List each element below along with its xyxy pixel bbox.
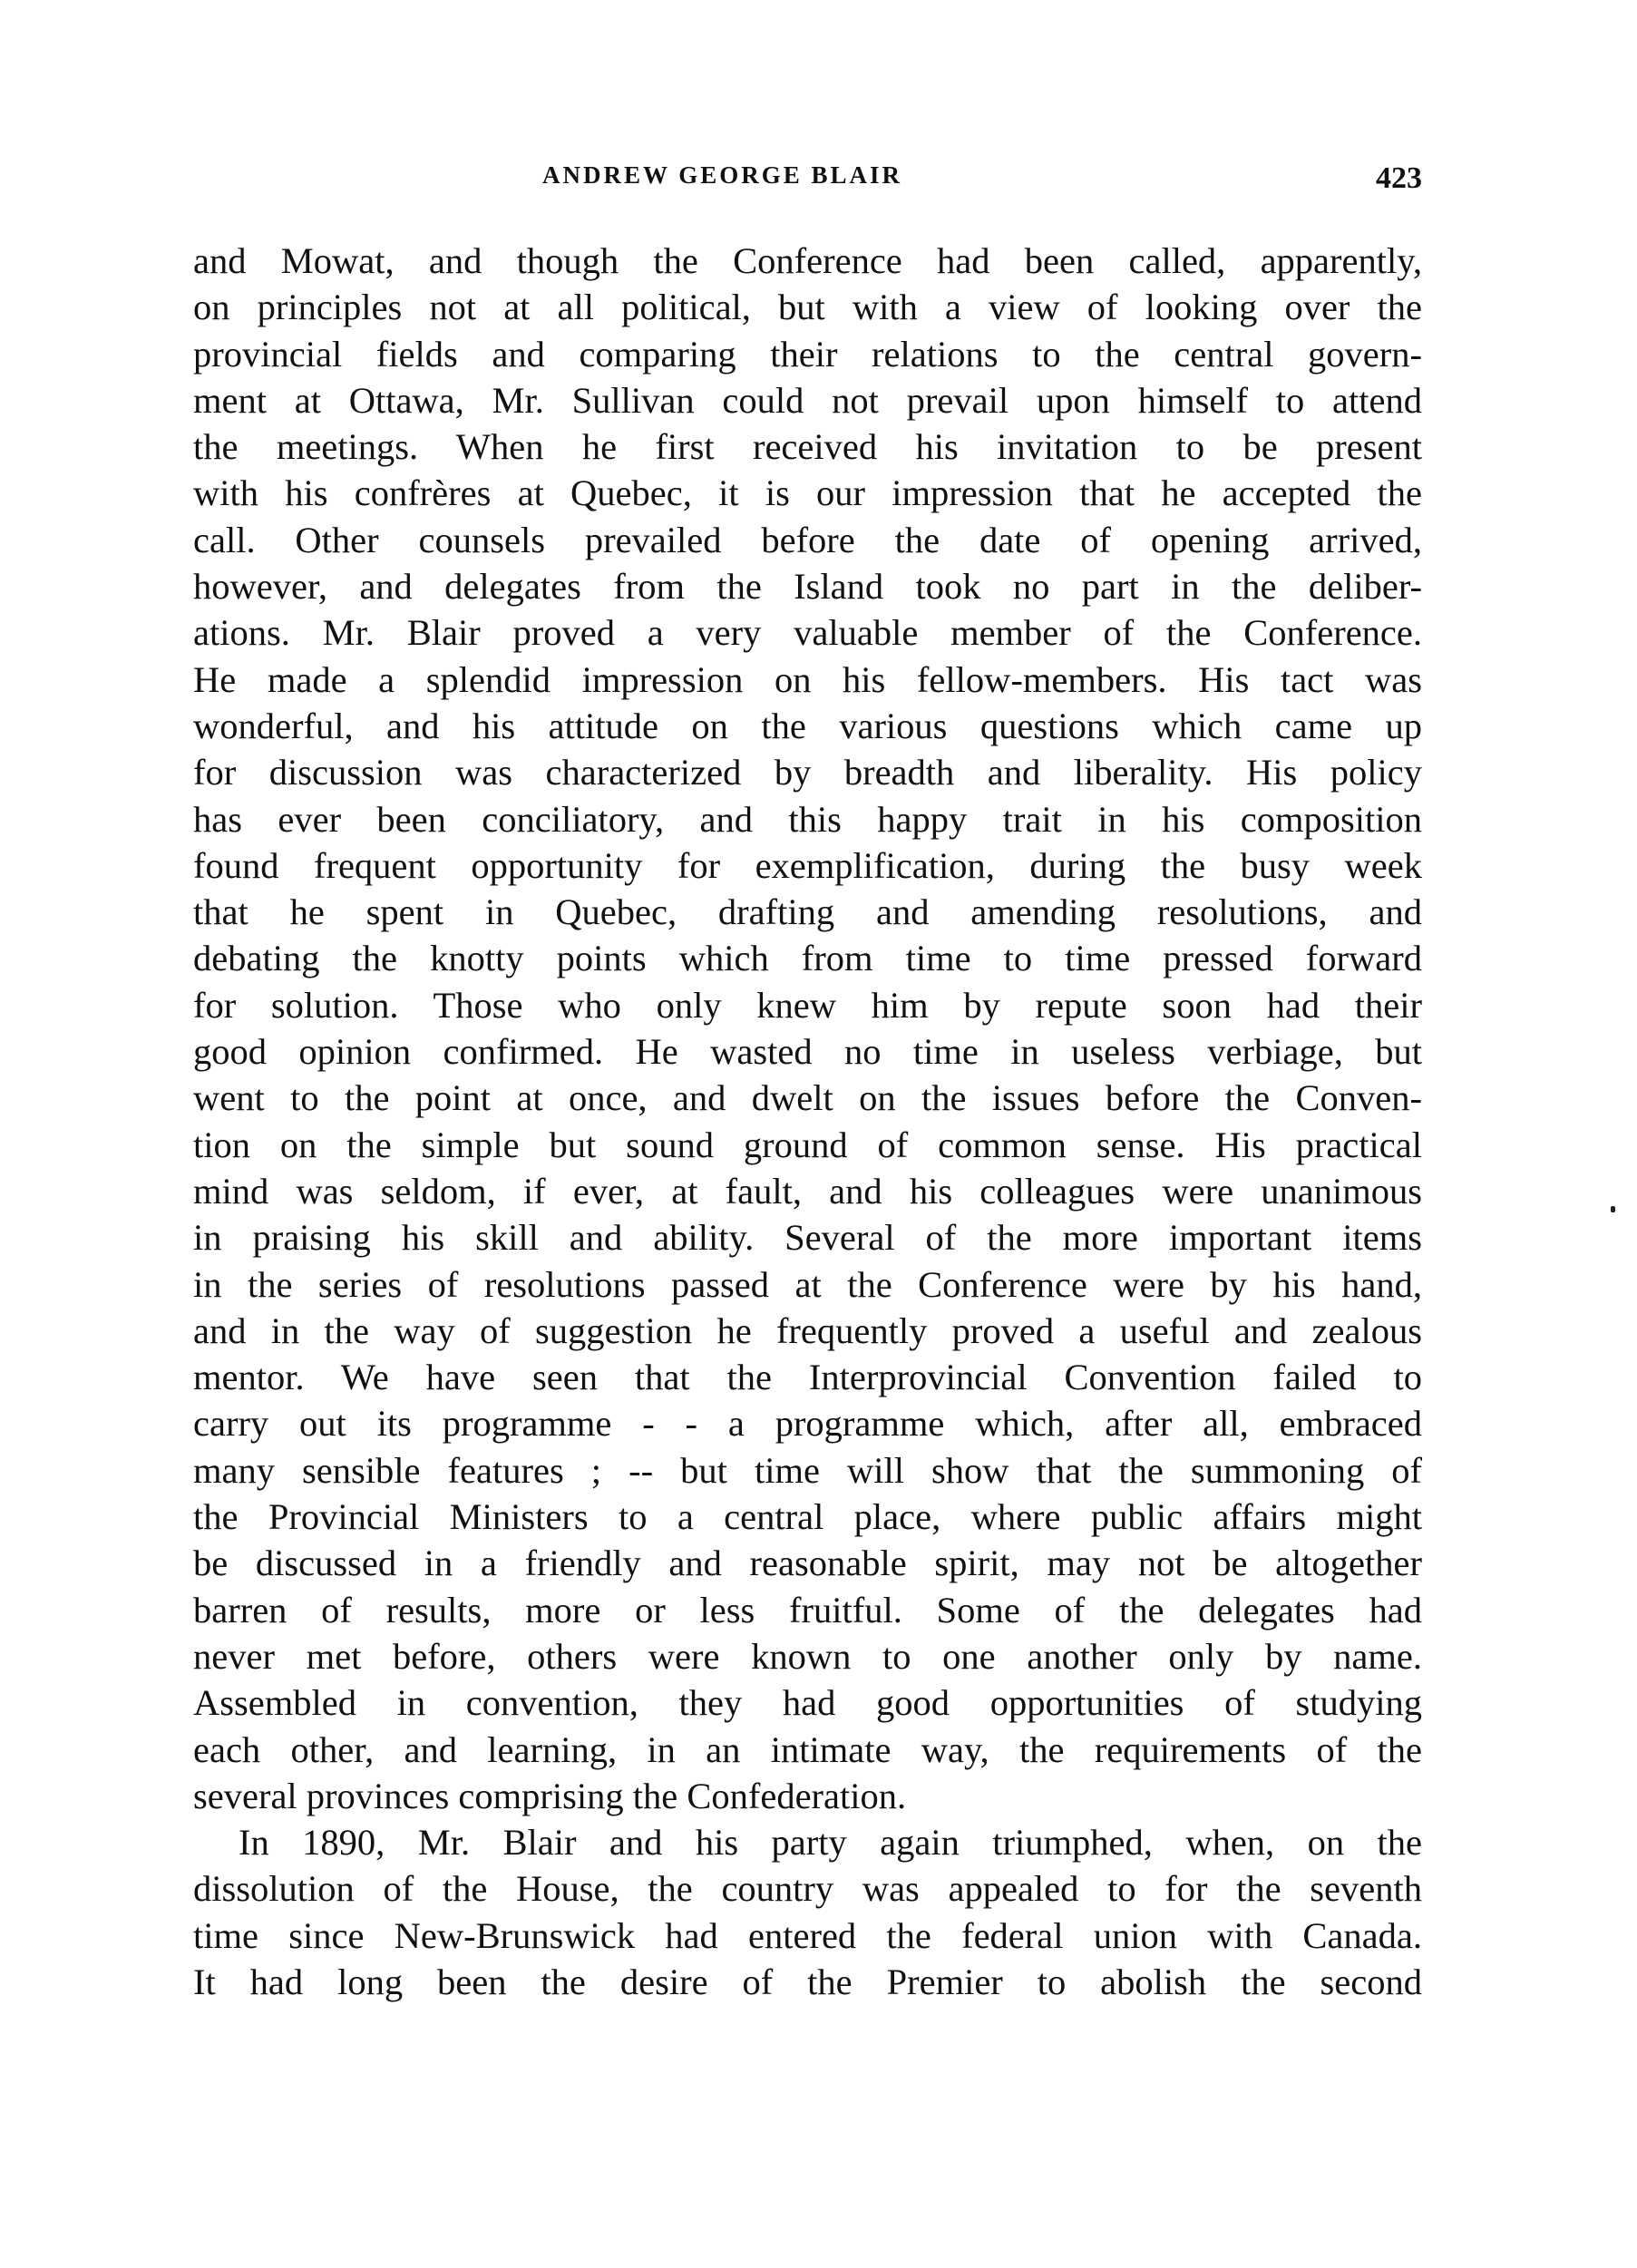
- text-line: for solution. Those who only knew him by repute soon had their: [193, 984, 1422, 1026]
- text-line: ations. Mr. Blair proved a very valuable member of the Conference.: [193, 612, 1422, 654]
- text-line: never met before, others were known to one another only by name.: [193, 1635, 1422, 1677]
- text-line: mind was seldom, if ever, at fault, and his colleagues were unanimous: [193, 1170, 1422, 1212]
- running-header: [193, 161, 1422, 207]
- text-line: ment at Ottawa, Mr. Sullivan could not prevail upon himself to attend: [193, 379, 1422, 421]
- running-title: ANDREW GEORGE BLAIR: [542, 161, 903, 189]
- paragraph: [193, 1819, 1422, 2005]
- text-line: provincial fields and comparing their relations to the central govern-: [193, 333, 1422, 375]
- text-line: for discussion was characterized by breadth and liberality. His policy: [193, 752, 1422, 793]
- text-line: be discussed in a friendly and reasonable spirit, may not be altogether: [193, 1543, 1422, 1584]
- text-line: has ever been conciliatory, and this happy trait in his composition: [193, 798, 1422, 840]
- text-line: good opinion confirmed. He wasted no time in useless verbiage, but: [193, 1031, 1422, 1073]
- paragraph: [193, 238, 1422, 1819]
- text-line: in the series of resolutions passed at the Conference were by his hand,: [193, 1263, 1422, 1305]
- text-line: In 1890, Mr. Blair and his party again triumphed, when, on the: [239, 1822, 1422, 1864]
- text-line: wonderful, and his attitude on the various questions which came up: [193, 705, 1422, 746]
- page-number: 423: [1376, 161, 1422, 195]
- text-line: in praising his skill and ability. Several of the more important items: [193, 1217, 1422, 1259]
- text-line: tion on the simple but sound ground of common sense. His practical: [193, 1124, 1422, 1165]
- text-line: call. Other counsels prevailed before the date of opening arrived,: [193, 519, 1422, 560]
- text-line: several provinces comprising the Confederation.: [193, 1775, 907, 1816]
- text-line: and in the way of suggestion he frequently proved a useful and zealous: [193, 1309, 1422, 1351]
- text-line: with his confrères at Quebec, it is our impression that he accepted the: [193, 472, 1422, 514]
- text-line: many sensible features ; -- but time will show that the summoning of: [193, 1449, 1422, 1491]
- text-line: It had long been the desire of the Premier to abolish the second: [193, 1961, 1422, 2002]
- text-line: each other, and learning, in an intimate way, the requirements of the: [193, 1728, 1422, 1770]
- text-line: time since New-Brunswick had entered the federal union with Canada.: [193, 1914, 1422, 1956]
- text-line: dissolution of the House, the country was appealed to for the seventh: [193, 1868, 1422, 1910]
- text-line: He made a splendid impression on his fellow-members. His tact was: [193, 658, 1422, 700]
- text-line: Assembled in convention, they had good opportunities of studying: [193, 1682, 1422, 1724]
- text-line: went to the point at once, and dwelt on the issues before the Conven-: [193, 1077, 1422, 1119]
- text-line: mentor. We have seen that the Interprovincial Convention failed to: [193, 1357, 1422, 1398]
- text-line: the Provincial Ministers to a central place, where public affairs might: [193, 1496, 1422, 1538]
- text-line: and Mowat, and though the Conference had been called, apparently,: [193, 240, 1422, 281]
- text-line: found frequent opportunity for exemplification, during the busy week: [193, 844, 1422, 886]
- text-line: that he spent in Quebec, drafting and amending resolutions, and: [193, 891, 1422, 933]
- body-text: [193, 238, 1422, 2005]
- ink-speck: [1611, 1206, 1615, 1212]
- text-line: on principles not at all political, but with a view of looking over the: [193, 287, 1422, 328]
- text-line: the meetings. When he first received his invitation to be present: [193, 426, 1422, 468]
- text-line: however, and delegates from the Island took no part in the deliber-: [193, 566, 1422, 608]
- text-line: carry out its programme - - a programme which, after all, embraced: [193, 1403, 1422, 1445]
- text-line: barren of results, more or less fruitful. Some of the delegates had: [193, 1589, 1422, 1630]
- text-line: debating the knotty points which from time to time pressed forward: [193, 938, 1422, 979]
